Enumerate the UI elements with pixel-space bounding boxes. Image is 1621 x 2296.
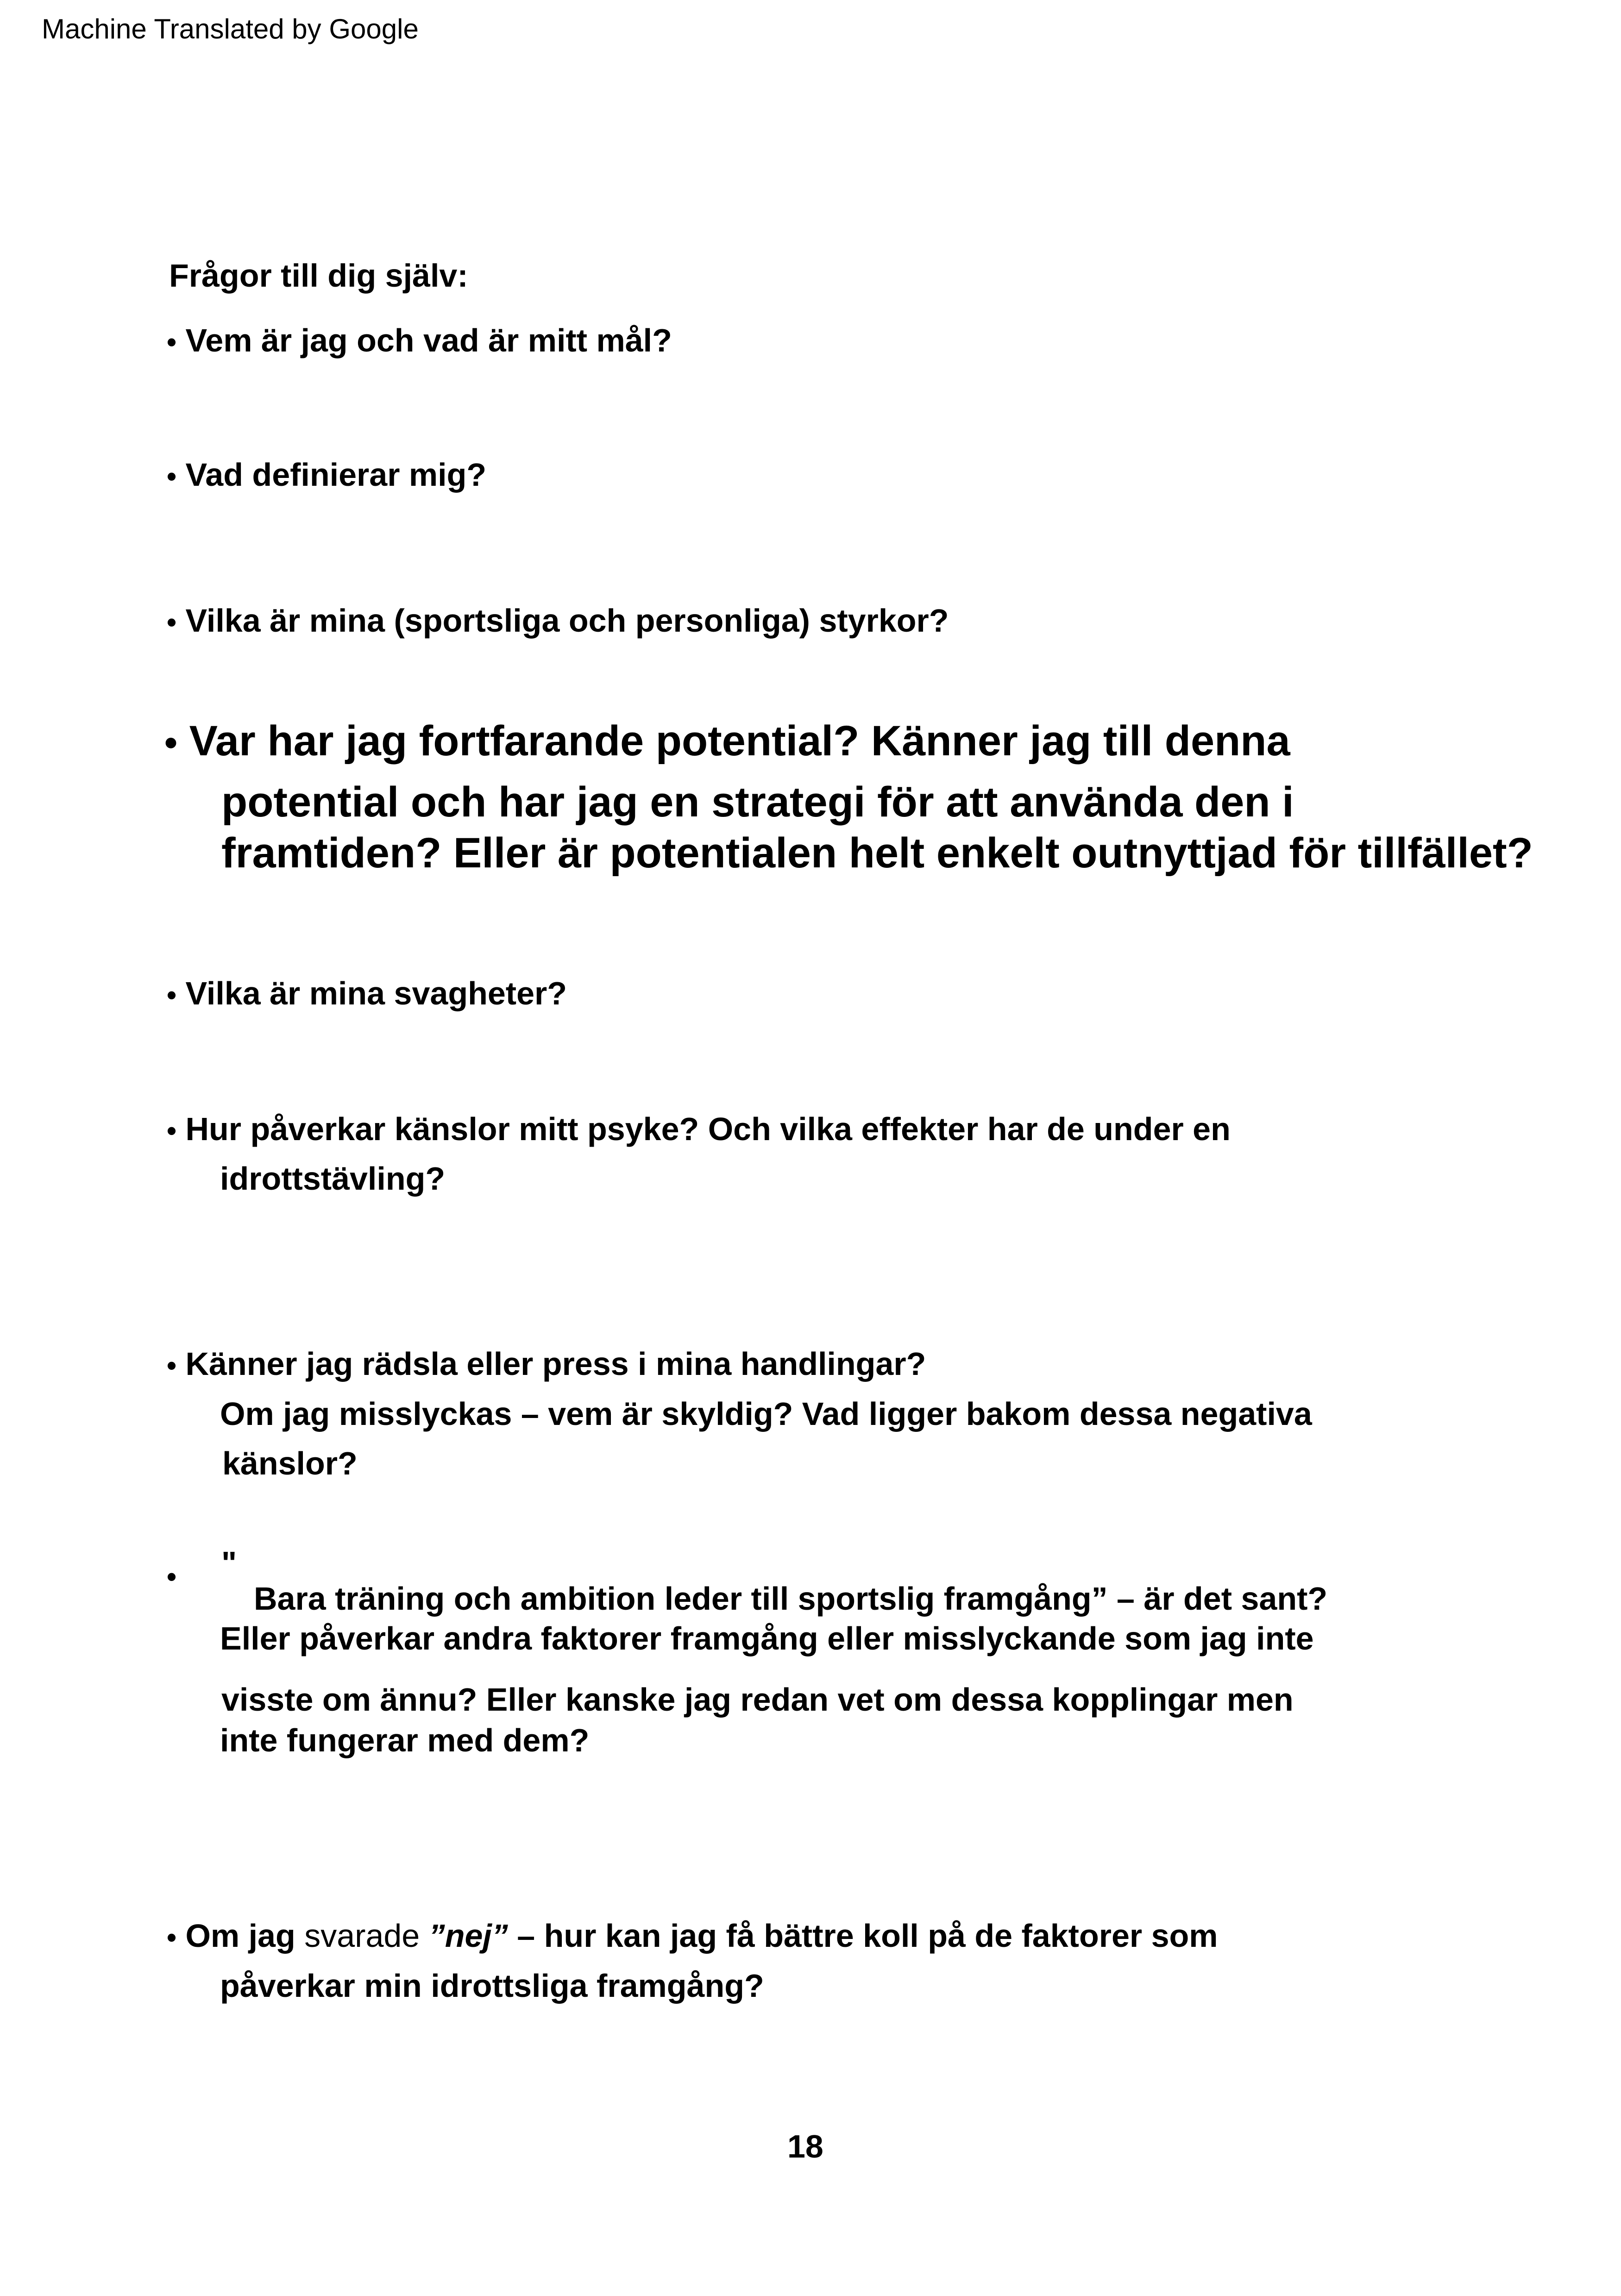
bullet: • [167, 1350, 177, 1381]
bullet: • [167, 461, 177, 492]
question-item-4-line-3: framtiden? Eller är potentialen helt enkelt outnyttjad för tillfället? [221, 829, 1533, 877]
question-item-5 [167, 975, 567, 1012]
bullet: • [164, 722, 178, 763]
page-number: 18 [787, 2128, 823, 2164]
bullet: • [167, 326, 177, 358]
question-item-1 [167, 322, 672, 359]
bullet: • [167, 1561, 177, 1592]
question-item-7-line-2: Om jag misslyckas – vem är skyldig? Vad ligger bakom dessa negativa [220, 1396, 1312, 1432]
question-item-3 [167, 602, 949, 640]
question-item-8-line-4: inte fungerar med dem? [220, 1722, 590, 1758]
question-text: Var har jag fortfarande potential? Känner jag till denna [189, 717, 1290, 765]
question-text: Hur påverkar känslor mitt psyke? Och vilka effekter har de under en [185, 1111, 1231, 1147]
question-item-4 [164, 717, 1290, 766]
question-item-9 [167, 1917, 1218, 1955]
question-text: Vilka är mina (sportsliga och personliga) styrkor? [185, 602, 949, 639]
question-item-7-line-3: känslor? [222, 1445, 358, 1481]
bullet: • [167, 1115, 177, 1146]
question-text-start: Om jag [185, 1918, 295, 1954]
question-item-8-line-3: visste om ännu? Eller kanske jag redan vet om dessa kopplingar men [221, 1681, 1294, 1718]
question-text-svarade: svarade [304, 1918, 420, 1954]
question-item-8-line-2: Eller påverkar andra faktorer framgång eller misslyckande som jag inte [220, 1620, 1314, 1656]
question-text: Känner jag rädsla eller press i mina handlingar? [185, 1346, 926, 1382]
question-item-8: Bara träning och ambition leder till sportslig framgång” – är det sant? [254, 1581, 1328, 1617]
question-item-9-line-2: påverkar min idrottsliga framgång? [220, 1968, 764, 2004]
question-text: Vad definierar mig? [185, 457, 487, 493]
bullet: • [167, 979, 177, 1010]
bullet: • [167, 607, 177, 638]
bullet: • [167, 1922, 177, 1953]
question-item-6 [167, 1110, 1231, 1148]
question-text: Vilka är mina svagheter? [185, 975, 567, 1011]
machine-translation-notice: Machine Translated by Google [42, 13, 419, 44]
question-item-7 [167, 1345, 926, 1383]
question-item-4-line-2: potential och har jag en strategi för att använda den i [221, 778, 1294, 826]
opening-quote-mark: " [221, 1545, 237, 1581]
question-text-nej: ”nej” [428, 1918, 508, 1954]
section-heading: Frågor till dig själv: [169, 257, 468, 294]
question-item-6-line-2: idrottstävling? [220, 1161, 446, 1197]
question-item-2 [167, 456, 486, 494]
question-text-rest: – hur kan jag få bättre koll på de faktorer som [517, 1918, 1218, 1954]
question-text: Vem är jag och vad är mitt mål? [185, 322, 672, 358]
